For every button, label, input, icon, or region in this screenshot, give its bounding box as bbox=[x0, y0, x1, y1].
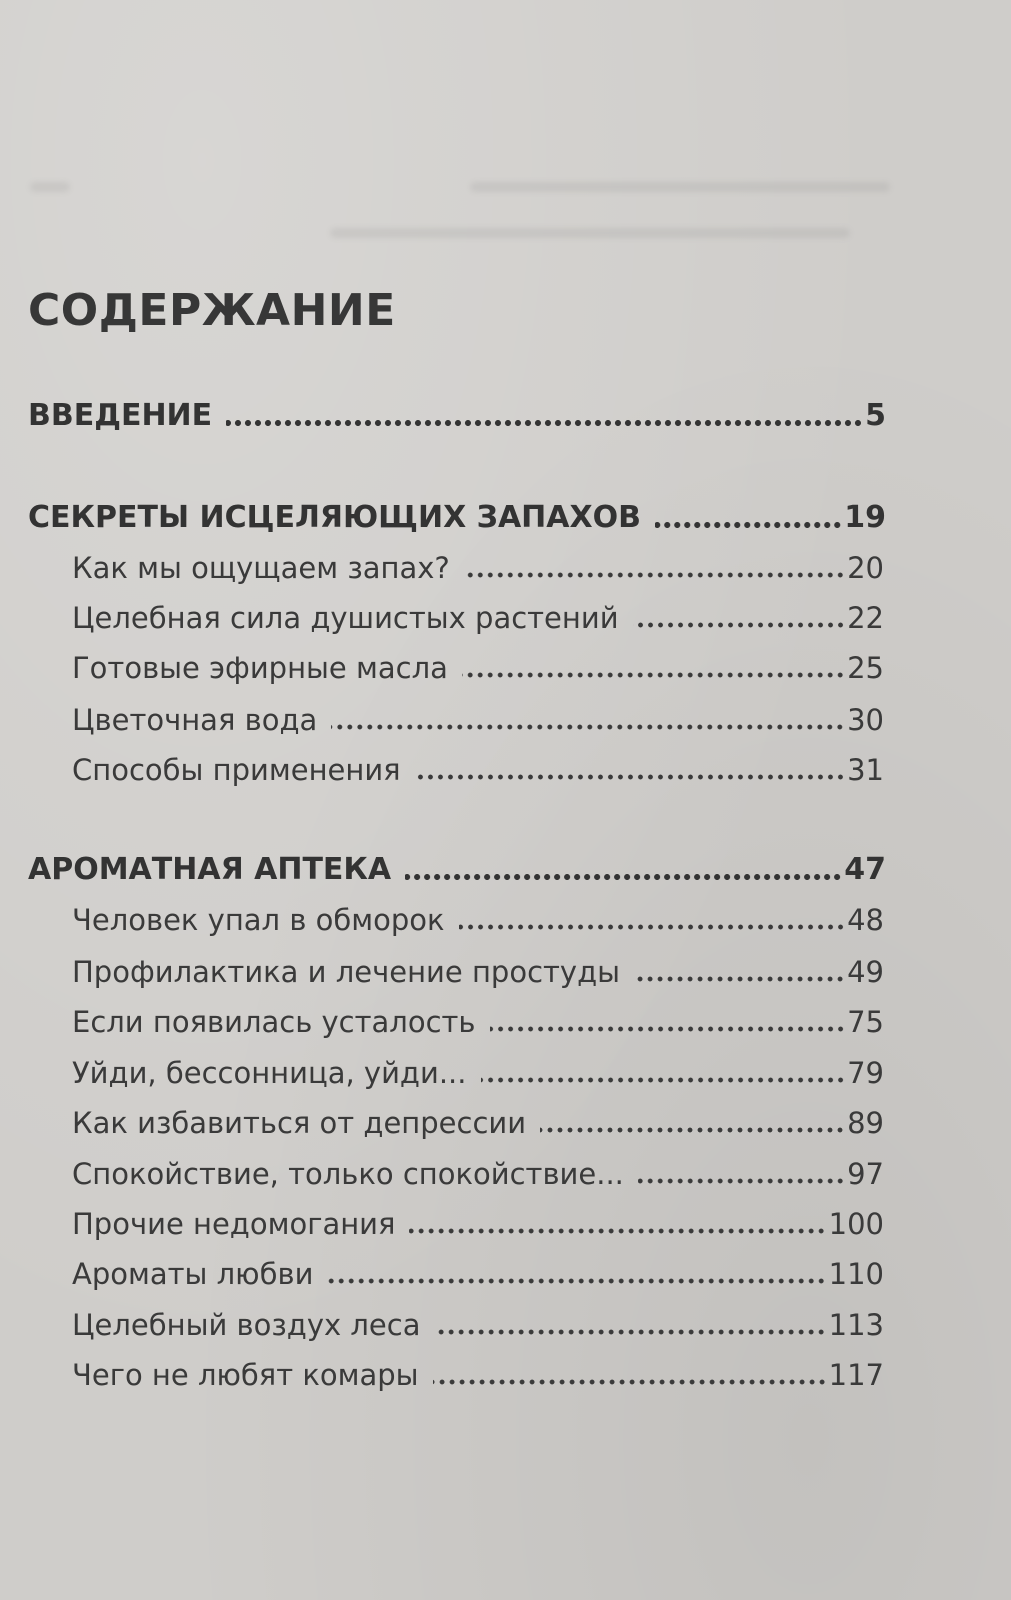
toc-item[interactable] bbox=[72, 1353, 884, 1397]
dot-leader bbox=[226, 420, 863, 426]
toc-entry-page: 113 bbox=[828, 1308, 884, 1342]
toc-entry-label: Профилактика и лечение простуды bbox=[72, 955, 621, 989]
toc-section-introduction[interactable] bbox=[28, 394, 886, 438]
dot-leader bbox=[634, 976, 845, 982]
dot-leader bbox=[331, 724, 845, 730]
toc-entry-label: Как мы ощущаем запах? bbox=[72, 551, 450, 585]
toc-entry-label: Целебная сила душистых растений bbox=[72, 601, 619, 635]
toc-entry-page: 5 bbox=[865, 398, 886, 433]
toc-entry-page: 49 bbox=[847, 955, 884, 989]
toc-entry-page: 47 bbox=[844, 852, 886, 887]
toc-section-secrets[interactable] bbox=[28, 496, 886, 540]
toc-entry-page: 19 bbox=[844, 500, 886, 535]
toc-item[interactable] bbox=[72, 1000, 884, 1044]
toc-entry-page: 100 bbox=[828, 1207, 884, 1241]
toc-entry-label: Способы применения bbox=[72, 753, 401, 787]
toc-item[interactable] bbox=[72, 1252, 884, 1296]
toc-entry-label: Целебный воздух леса bbox=[72, 1308, 421, 1342]
dot-leader bbox=[540, 1127, 845, 1133]
toc-entry-page: 89 bbox=[847, 1106, 884, 1140]
dot-leader bbox=[415, 774, 845, 780]
toc-entry-label: Чего не любят комары bbox=[72, 1358, 419, 1392]
toc-item[interactable] bbox=[72, 898, 884, 942]
toc-entry-label: Как избавиться от депрессии bbox=[72, 1106, 527, 1140]
toc-item[interactable] bbox=[72, 950, 884, 994]
toc-item[interactable] bbox=[72, 698, 884, 742]
toc-entry-label: Уйди, бессонница, уйди... bbox=[72, 1056, 467, 1090]
toc-entry-page: 79 bbox=[847, 1056, 884, 1090]
dot-leader bbox=[655, 522, 842, 528]
toc-item[interactable] bbox=[72, 1152, 884, 1196]
toc-entry-page: 97 bbox=[847, 1157, 884, 1191]
dot-leader bbox=[462, 672, 845, 678]
toc-item[interactable] bbox=[72, 646, 884, 690]
toc-entry-page: 110 bbox=[828, 1257, 884, 1291]
toc-item[interactable] bbox=[72, 1303, 884, 1347]
toc-entry-label: ВВЕДЕНИЕ bbox=[28, 398, 213, 433]
toc-title: СОДЕРЖАНИЕ bbox=[28, 285, 396, 336]
toc-entry-label: Цветочная вода bbox=[72, 703, 318, 737]
toc-entry-page: 25 bbox=[847, 651, 884, 685]
toc-item[interactable] bbox=[72, 1101, 884, 1145]
dot-leader bbox=[481, 1077, 846, 1083]
dot-leader bbox=[327, 1278, 826, 1284]
toc-entry-label: Спокойствие, только спокойствие... bbox=[72, 1157, 624, 1191]
toc-entry-label: Человек упал в обморок bbox=[72, 903, 445, 937]
toc-item[interactable] bbox=[72, 1202, 884, 1246]
toc-entry-page: 20 bbox=[847, 551, 884, 585]
dot-leader bbox=[464, 572, 845, 578]
toc-entry-page: 31 bbox=[847, 753, 884, 787]
toc-item[interactable] bbox=[72, 1051, 884, 1095]
toc-item[interactable] bbox=[72, 748, 884, 792]
toc-item[interactable] bbox=[72, 546, 884, 590]
toc-entry-label: Если появилась усталость bbox=[72, 1005, 476, 1039]
toc-entry-page: 30 bbox=[847, 703, 884, 737]
toc-entry-label: Готовые эфирные масла bbox=[72, 651, 448, 685]
dot-leader bbox=[409, 1228, 826, 1234]
dot-leader bbox=[434, 1329, 826, 1335]
toc-entry-page: 48 bbox=[847, 903, 884, 937]
toc-entry-label: Ароматы любви bbox=[72, 1257, 314, 1291]
toc-entry-label: Прочие недомогания bbox=[72, 1207, 396, 1241]
toc-entry-label: АРОМАТНАЯ АПТЕКА bbox=[28, 852, 392, 887]
dot-leader bbox=[433, 1379, 827, 1385]
dot-leader bbox=[405, 874, 842, 880]
dot-leader bbox=[638, 1178, 845, 1184]
toc-entry-label: СЕКРЕТЫ ИСЦЕЛЯЮЩИХ ЗАПАХОВ bbox=[28, 500, 641, 535]
toc-entry-page: 75 bbox=[847, 1005, 884, 1039]
dot-leader bbox=[490, 1026, 846, 1032]
dot-leader bbox=[459, 924, 846, 930]
dot-leader bbox=[633, 622, 846, 628]
toc-entry-page: 117 bbox=[828, 1358, 884, 1392]
toc-item[interactable] bbox=[72, 596, 884, 640]
toc-entry-page: 22 bbox=[847, 601, 884, 635]
toc-section-aroma-pharmacy[interactable] bbox=[28, 848, 886, 892]
